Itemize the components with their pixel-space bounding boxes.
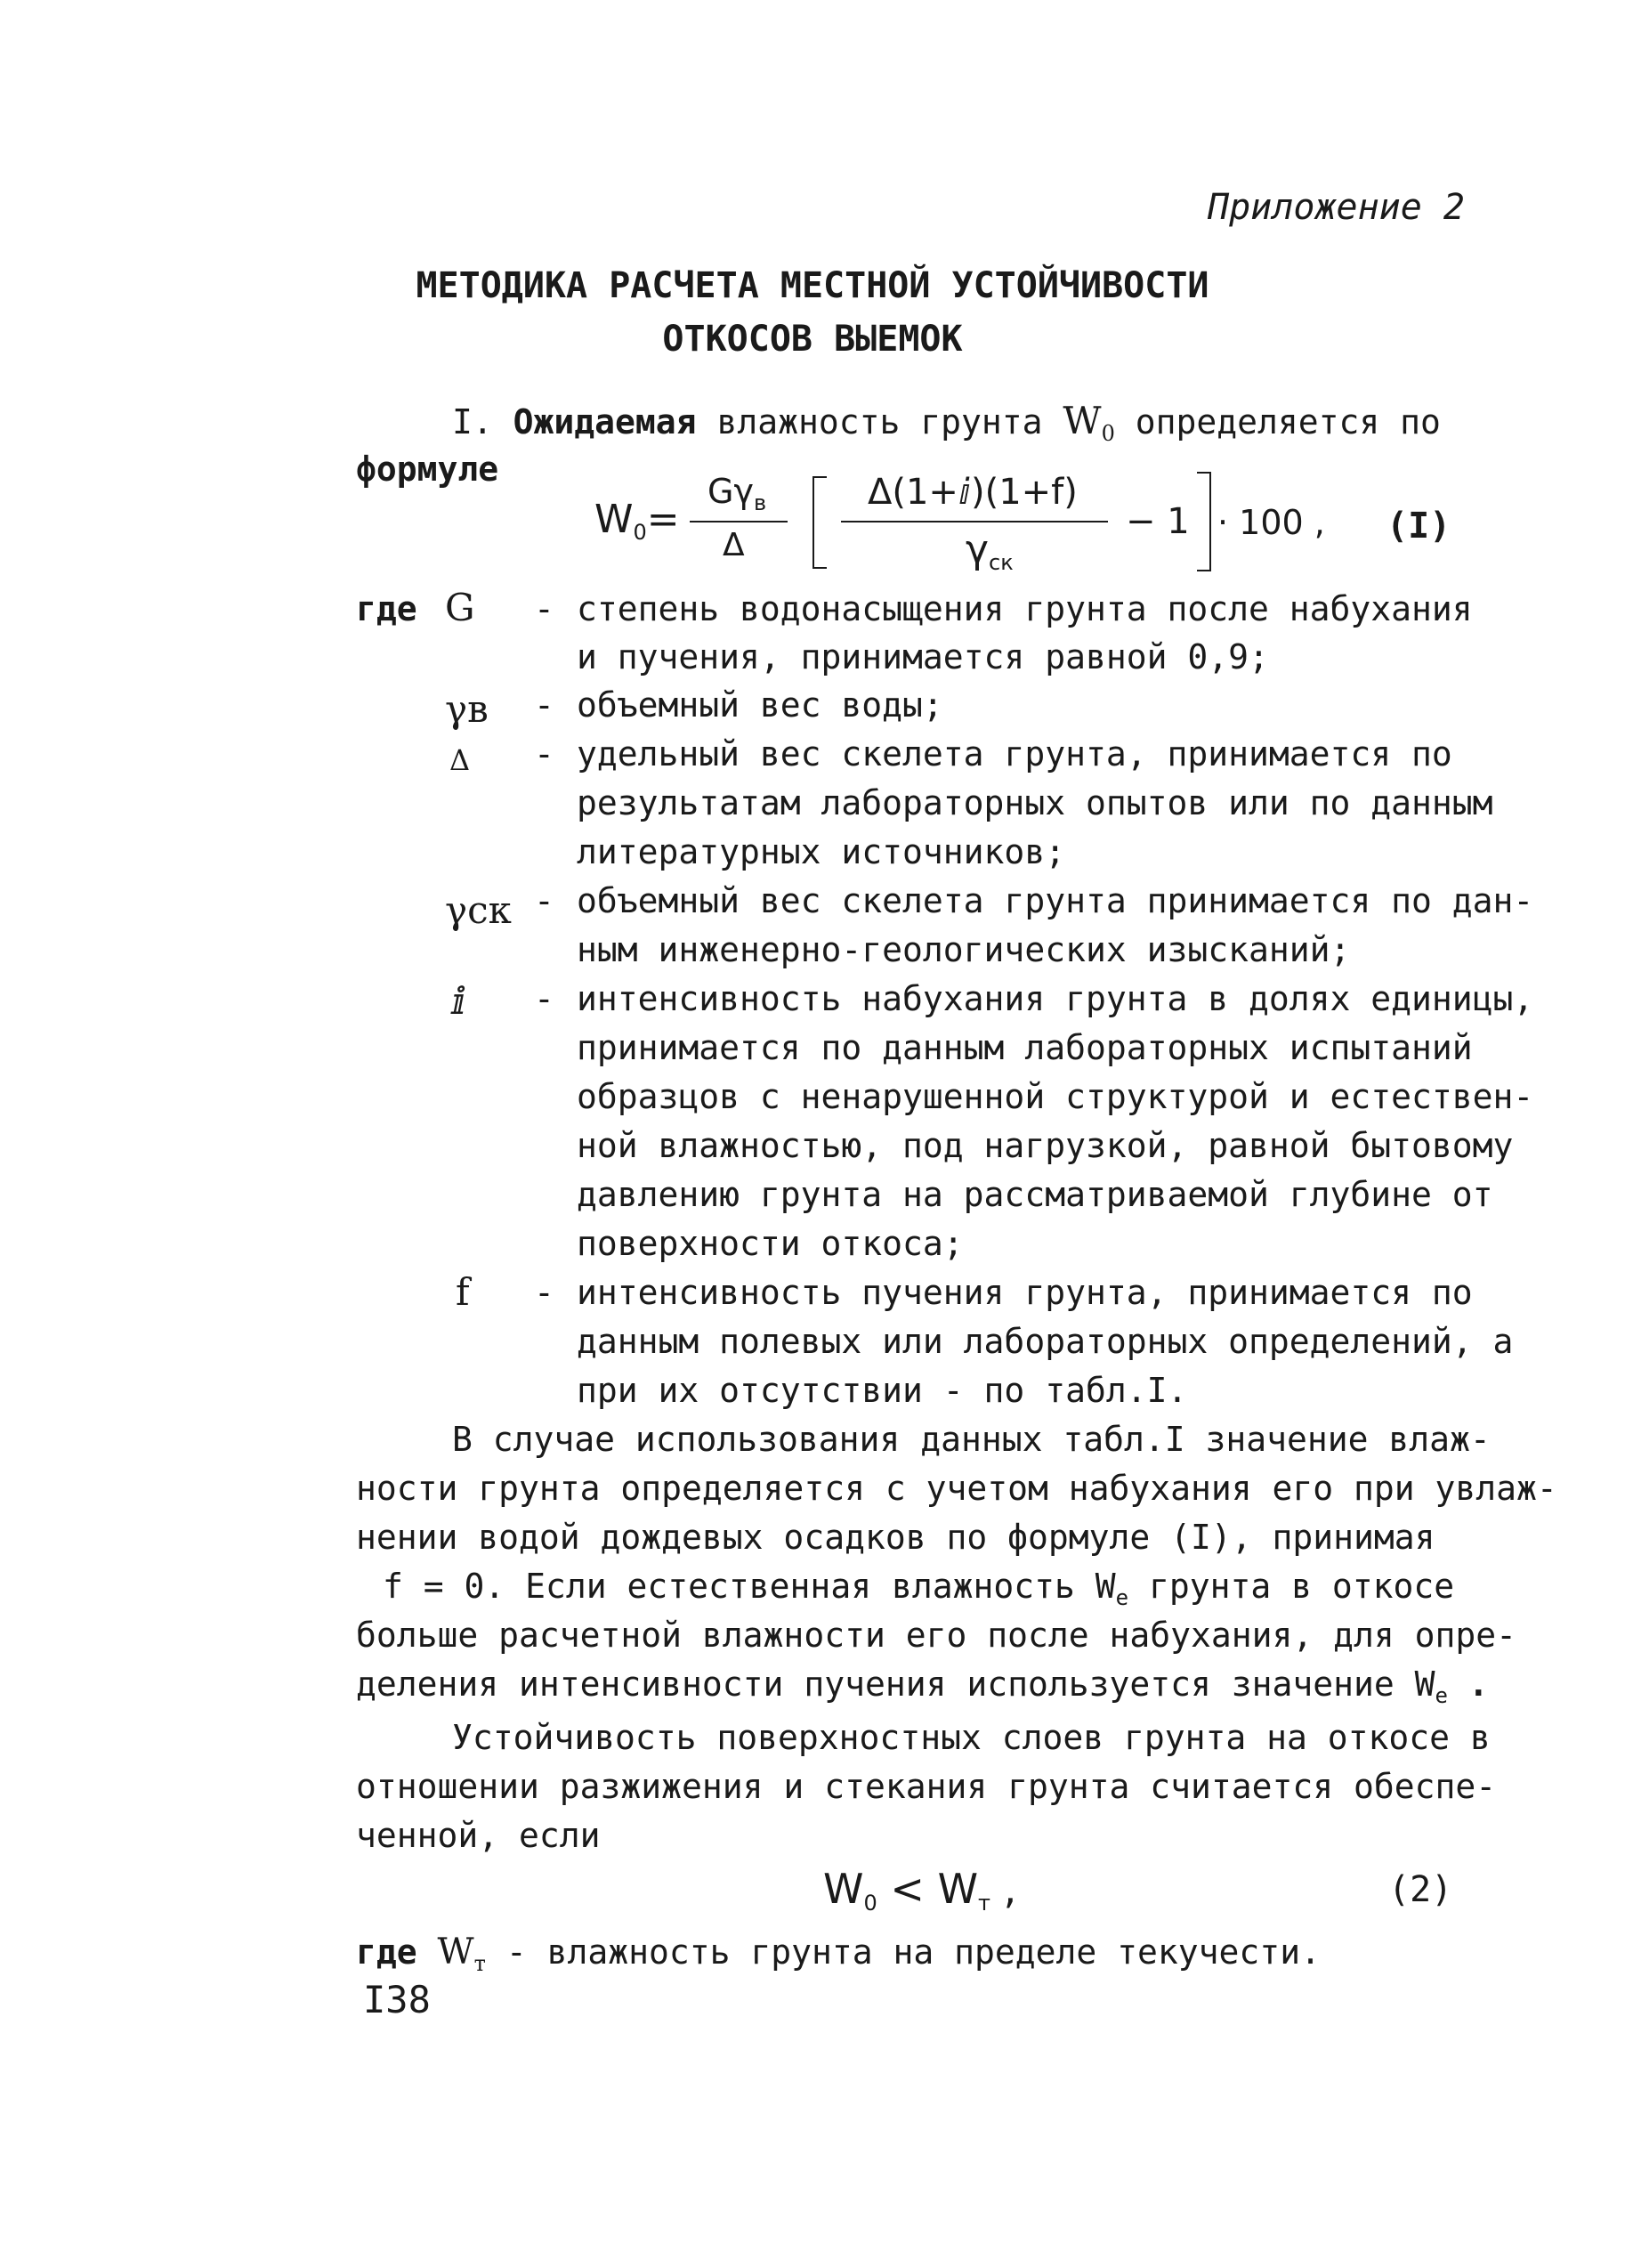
def-gamma-skeleton-line-1: объемный вес скелета грунта принимается по дан- <box>577 881 1534 920</box>
para3-line-3: ченной, если <box>356 1816 601 1855</box>
formula1-left-bracket <box>812 476 827 569</box>
def-i-line-5: давлению грунта на рассматриваемой глубине от <box>577 1175 1493 1214</box>
formula2-body: $W_0 < W_т$ , <box>823 1865 1017 1916</box>
appendix-label: Приложение 2 <box>1208 187 1465 228</box>
para2-line-6: деления интенсивности пучения используется значение $W_е$ . <box>356 1665 1489 1708</box>
formula1-fraction-bar-2 <box>841 521 1108 522</box>
dash: - <box>534 1273 554 1312</box>
symbol-gamma-water: γв <box>445 687 489 731</box>
formula1-number: (I) <box>1387 506 1451 547</box>
w0-symbol: $W_0$ <box>1063 399 1115 446</box>
dash: - <box>534 734 554 774</box>
para1-lead: Ожидаемая <box>513 402 697 441</box>
def-i-line-6: поверхности откоса; <box>577 1224 964 1263</box>
symbol-delta: Δ <box>449 743 471 777</box>
def-g-line-1: степень водонасыщения грунта после набухания <box>577 589 1473 628</box>
def-delta-line-3: литературных источников; <box>577 832 1066 871</box>
def-i-line-3: образцов с ненарушенной структурой и естествен- <box>577 1077 1534 1116</box>
symbol-f: f <box>456 1270 470 1314</box>
def-f-line-3: при их отсутствии - по табл.I. <box>577 1371 1188 1410</box>
para1-text: влажность грунта <box>716 402 1043 441</box>
def-delta-line-2: результатам лабораторных опытов или по данным <box>577 783 1493 822</box>
formula1-num1: $G\gamma_в$ <box>707 472 767 515</box>
dash: - <box>534 589 554 628</box>
def-g-line-2: и пучения, принимается равной 0,9; <box>577 637 1269 676</box>
para2-line-3: нении водой дождевых осадков по формуле (I), принимая <box>356 1518 1435 1557</box>
formula1-num2: Δ(1+ⅈ)(1+f) <box>868 472 1078 513</box>
page-number: I38 <box>363 1978 431 2021</box>
symbol-i: ⅈ <box>452 979 466 1023</box>
formula1-den2: $\gamma_{ск}$ <box>966 527 1014 575</box>
para1-number: I. <box>452 402 493 441</box>
para1-line-1 <box>452 399 1441 446</box>
formula1-fraction-bar-1 <box>690 521 788 522</box>
para2-line-4: f = 0. Если естественная влажность $W_е$ грунта в откосе <box>383 1567 1455 1610</box>
where-label: где <box>356 589 417 628</box>
symbol-g: G <box>445 586 475 629</box>
def-gamma-skeleton-line-2: ным инженерно-геологических изысканий; <box>577 930 1351 969</box>
symbol-gamma-skeleton: γск <box>445 888 512 932</box>
formula1-minus-one: − 1 <box>1126 501 1190 542</box>
formula1-right-bracket <box>1197 472 1211 571</box>
wt-symbol: $W_т$ <box>437 1932 486 1976</box>
title-line-2: ОТКОСОВ ВЫЕМОК <box>662 319 963 360</box>
dash: - <box>534 881 554 920</box>
def-i-line-1: интенсивность набухания грунта в долях единицы, <box>577 979 1534 1018</box>
title-line-1: МЕТОДИКА РАСЧЕТА МЕСТНОЙ УСТОЙЧИВОСТИ <box>416 265 1209 306</box>
def-delta-line-1: удельный вес скелета грунта, принимается по <box>577 734 1452 774</box>
formula1-multiplier: · 100 , <box>1217 503 1325 542</box>
dash: - <box>534 685 554 725</box>
formula1-den1: Δ <box>723 527 745 563</box>
def-f-line-1: интенсивность пучения грунта, принимается по <box>577 1273 1473 1312</box>
def-f-line-2: данным полевых или лабораторных определений, а <box>577 1322 1514 1361</box>
formula2-number: (2) <box>1388 1869 1453 1910</box>
para2-line-2: ности грунта определяется с учетом набухания его при увлаж- <box>356 1469 1557 1508</box>
para3-line-1: Устойчивость поверхностных слоев грунта на откосе в <box>452 1718 1491 1757</box>
para1-tail: определяется по <box>1135 402 1441 441</box>
def-i-line-2: принимается по данным лабораторных испытаний <box>577 1028 1473 1067</box>
wt-definition: где $W_т$ - влажность грунта на пределе текучести. <box>356 1932 1321 1976</box>
dash: - <box>534 979 554 1018</box>
formula1-lhs: $W_0=$ <box>594 497 680 545</box>
para2-line-1: В случае использования данных табл.I значение влаж- <box>452 1420 1491 1459</box>
para2-line-5: больше расчетной влажности его после набухания, для опре- <box>356 1616 1517 1655</box>
def-i-line-4: ной влажностью, под нагрузкой, равной бытовому <box>577 1126 1514 1165</box>
para3-line-2: отношении разжижения и стекания грунта считается обеспе- <box>356 1767 1497 1806</box>
def-gamma-water-line-1: объемный вес воды; <box>577 685 943 725</box>
para1-line-2: формуле <box>356 450 499 489</box>
